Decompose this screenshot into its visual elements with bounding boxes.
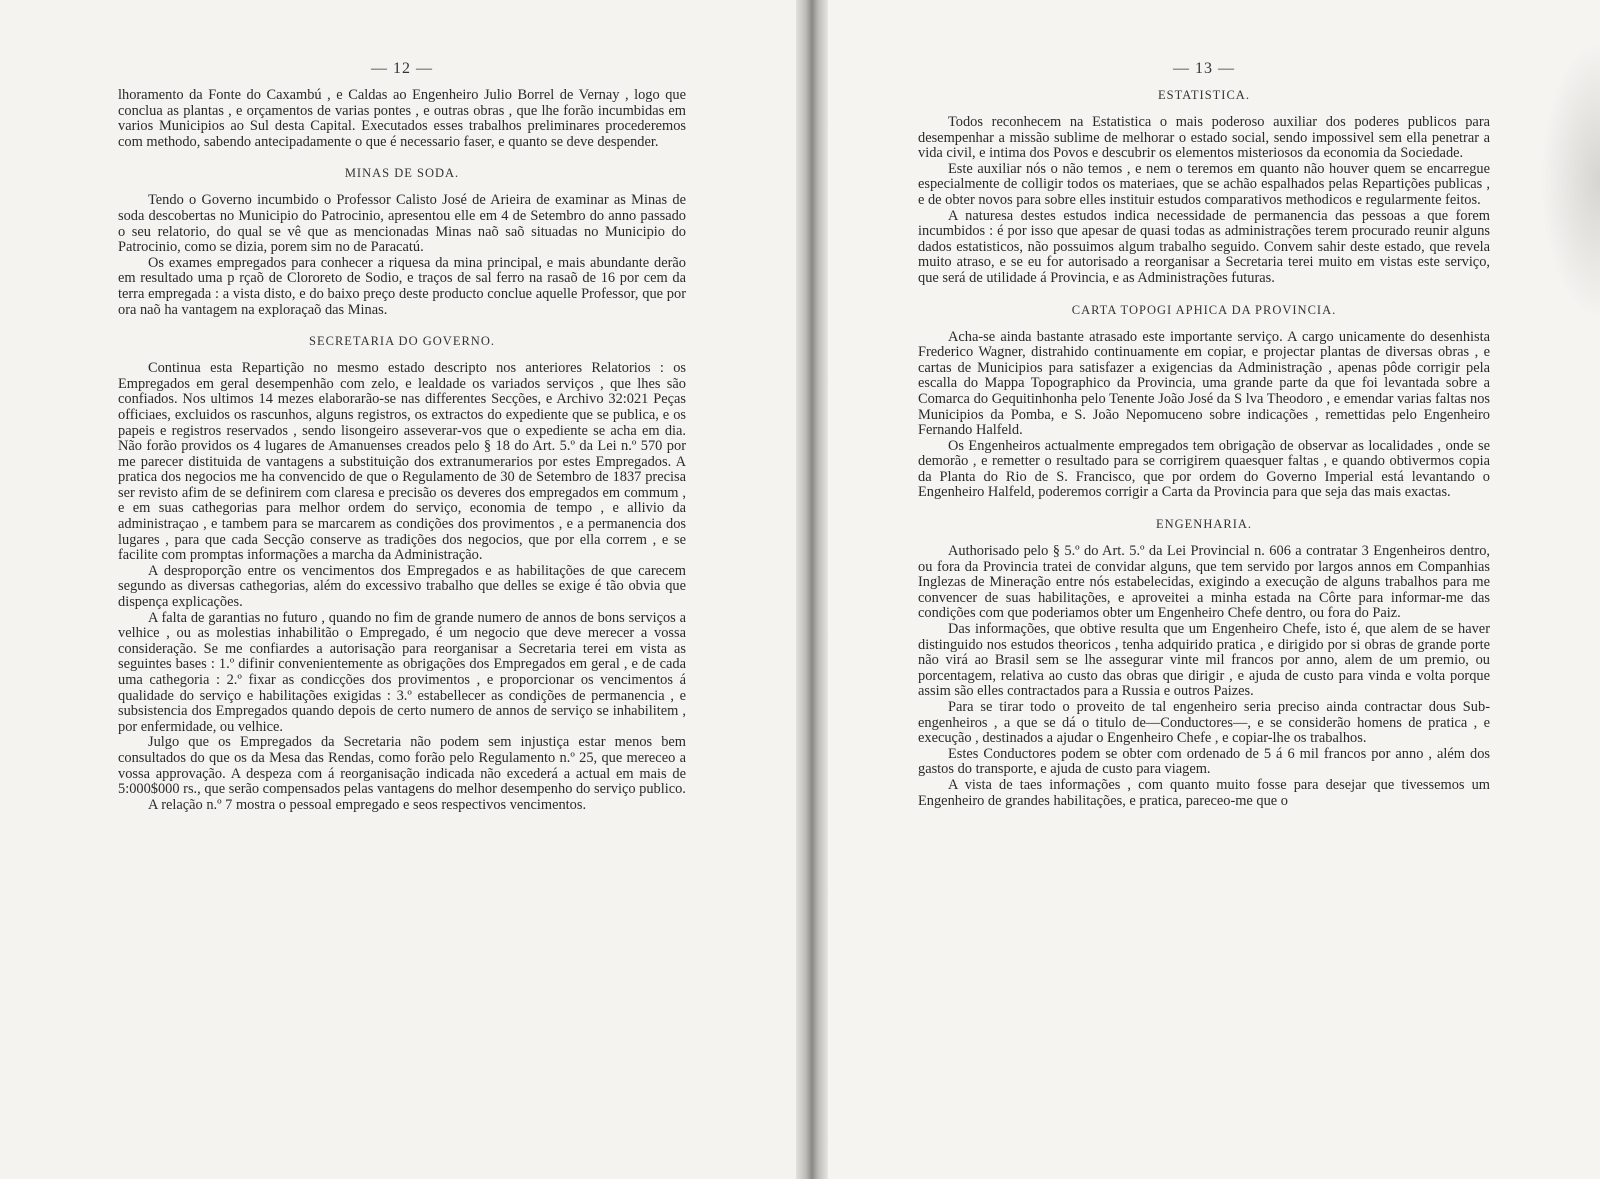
section-heading: CARTA TOPOGI APHICA DA PROVINCIA. <box>1071 302 1337 317</box>
paragraph: Para se tirar todo o proveito de tal engenheiro seria preciso ainda contractar dous Sub-engenheiros , a que se dá o titulo de—Conductores—, e se considerão homens de pratica , e execução , destinados a ajudar o Engenheiro Chefe , e copiar-lhe os trabalhos. <box>918 699 1490 747</box>
page-number: — 13 — <box>1173 60 1235 77</box>
paragraph: A falta de garantias no futuro , quando no fim de grande numero de annos de bons serviços a velhice , ou as molestias inhabilitão o Empregado, é um negocio que deve merecer a vossa consideração. Se me confiardes a autorisação para reorganisar a Secretaria terei em vista as seguintes bases : 1.º difinir convenientemente as obrigações dos Empregados em geral , e de cada uma cathegoria : 2.º fixar as condicções dos provimentos , e proporcionar os vencimentos á qualidade do serviço e habilitações exigidas : 3.º estabellecer as condições de permanencia , e subsistencia dos Empregados quando depois de certo numero de annos de serviço se inhabilitem , por enfermidade, ou velhice. <box>118 609 686 735</box>
page-body <box>918 88 1490 809</box>
paragraph: Estes Conductores podem se obter com ordenado de 5 á 6 mil francos por anno , além dos gastos do transporte, e ajuda de custo para viagem. <box>918 745 1490 778</box>
section-heading: MINAS DE SODA. <box>344 166 460 181</box>
paragraph: Julgo que os Empregados da Secretaria não podem sem injustiça estar menos bem consultados do que os da Mesa das Rendas, como forão pelo Regulamento n.º 25, que mereceo a vossa approvação. A despeza com á reorganisação indicada não excederá a actual em mais de 5:000$000 rs., que serão compensados pelas vantagens do melhor desempenho do serviço publico. <box>118 734 686 798</box>
paragraph: Os exames empregados para conhecer a riquesa da mina principal, e mais abundante derão em resultado uma p rçaõ de Clororeto de Sodio, e traços de sal ferro na rasaõ de 16 por cem da terra empregada : a vista disto, e do baixo preço deste producto conclue aquelle Professor, que por ora naõ ha vantagem na exploraçaõ das Minas. <box>118 254 686 318</box>
paragraph: Os Engenheiros actualmente empregados tem obrigação de observar as localidades , onde se demorão , e remetter o resultado para se corrigirem quaesquer faltas , e quando obtivermos copia da Planta do Rio de S. Francisco, que por ordem do Governo Imperial está levantando o Engenheiro Halfeld, poderemos corrigir a Carta da Provincia para que seja das mais exactas. <box>918 437 1490 501</box>
section-heading: SECRETARIA DO GOVERNO. <box>309 334 495 349</box>
right-page <box>828 0 1600 1179</box>
paragraph: Acha-se ainda bastante atrasado este importante serviço. A cargo unicamente do desenhista Frederico Wagner, distrahido continuamente em copiar, e projectar plantas de diversas obras , e cartas de Municipios para satisfazer a exigencias da Administração , apenas pôde corrigir pela escalla do Mappa Topographico da Provincia, uma grande parte da que foi levantada sobre a Comarca do Gequitinhonha pelo Tenente João José da S lva Theodoro , e emendar varias faltas nos Municipios da Pomba, e S. João Nepomuceno sobre indicações , remettidas pelo Engenheiro Fernando Halfeld. <box>918 328 1490 439</box>
paragraph: Tendo o Governo incumbido o Professor Calisto José de Arieira de examinar as Minas de soda descobertas no Municipio do Patrocinio, apresentou elle em 4 de Setembro do anno passado o seu relatorio, do qual se vê que as mencionadas Minas naõ saõ situadas no Municipio do Patrocinio, como se dizia, porem sim no de Paracatú. <box>118 192 686 256</box>
paragraph: Este auxiliar nós o não temos , e nem o teremos em quanto não houver quem se encarregue especialmente de colligir todos os materiaes, que se achão espalhados pelas Repartições publicas , e de obter novos para sobre elles instituir estudos comparativos methodicos e regularmente feitos. <box>918 160 1490 208</box>
paragraph: A relação n.º 7 mostra o pessoal empregado e seos respectivos vencimentos. <box>148 796 587 813</box>
paragraph: lhoramento da Fonte do Caxambú , e Caldas ao Engenheiro Julio Borrel de Vernay , logo que conclua as plantas , e orçamentos de varias pontes , e outras obras , que lhe forão incumbidas em varios Municipios ao Sul desta Capital. Executados esses trabalhos preliminares procederemos com methodo, sabendo antecipadamente o que é necessario faser, e quanto se deve despender. <box>118 87 686 150</box>
book-gutter <box>796 0 828 1179</box>
paragraph: Das informações, que obtive resulta que um Engenheiro Chefe, isto é, que alem de se haver distinguido nos estudos theoricos , tenha adquirido pratica , e dirigido por si obras de grande porte não virá ao Brasil sem se lhe assegurar vinte mil francos por anno, alem de um premio, ou porcentagem, relativa ao custo das obras que dirigir , e ajuda de custo para vinda e volta porque assim são elles contractados para a Russia e outros Paizes. <box>918 621 1490 700</box>
paragraph: A desproporção entre os vencimentos dos Empregados e as habilitações de que carecem segundo as diversas cathegorias, além do excessivo trabalho que delles se exige é tão obvia que dispença explicações. <box>118 562 686 611</box>
section-heading: ESTATISTICA. <box>1158 88 1250 102</box>
paragraph: Todos reconhecem na Estatistica o mais poderoso auxiliar dos poderes publicos para desempenhar a missão sublime de melhorar o estado social, sendo impossivel sem ella penetrar a vida civil, e intima dos Povos e descubrir os elementos misteriosos da economia da Sociedade. <box>918 114 1490 162</box>
section-heading: ENGENHARIA. <box>1155 517 1253 532</box>
paragraph: A naturesa destes estudos indica necessidade de permanencia das pessoas a que forem incumbidos : é por isso que apesar de quasi todas as administrações terem procurado reunir alguns dados estatisticos, não possuimos algum trabalho seguido. Convem sahir deste estado, que revela muito atraso, e se eu for autorisado a reorganisar a Secretaria terei muito em vistas este serviço, que será de utilidade á Provincia, e as Administrações futuras. <box>918 207 1490 286</box>
paragraph: Continua esta Repartição no mesmo estado descripto nos anteriores Relatorios : os Empregados em geral desempenhão com zelo, e lealdade os variados serviços , que lhes são confiados. Nos ultimos 14 mezes elaborarão-se nas differentes Secções, e Archivo 32:021 Peças officiaes, excluidos os rascunhos, alguns registros, os extractos do expediente que se publica, e os papeis e registros reservados , sendo lisongeiro asseverar-vos que o expediente se acha em dia. Não forão providos os 4 lugares de Amanuenses creados pelo § 18 do Art. 5.º da Lei n.º 570 por me parecer distituida de vantagens a substituição dos extranumerarios por estes Empregados. A pratica dos negocios me ha convencido de que o Regulamento de 30 de Setembro de 1837 precisa ser revisto afim de se definirem com claresa e precisão os deveres dos empregados em commum , e em suas cathegorias para melhor ordem do serviço, economia de tempo , e allivio da administraçao , e tambem para se marcarem as condições dos provimentos , e a permanencia dos lugares , para que cada Secção conserve as tradições dos negocios, que por ella correm , e se facilite com promptas informações a marcha da Administração. <box>118 360 686 564</box>
page-edge-shadow <box>1540 40 1600 320</box>
paragraph: Authorisado pelo § 5.º do Art. 5.º da Lei Provincial n. 606 a contratar 3 Engenheiros dentro, ou fora da Provincia tratei de convidar alguns, que tem servido por largos annos em Companhias Inglezas de Mineração entre nós estabelecidas, exigindo a execução de alguns trabalhos para me convencer de suas habilitações, e aproveitei a minha estada na Côrte para informar-me das condições com que poderiamos obter um Engenheiro Chefe dentro, ou fora do Paiz. <box>918 543 1490 622</box>
paragraph: A vista de taes informações , com quanto muito fosse para desejar que tivessemos um Engenheiro de grandes habilitações, e pratica, pareceo-me que o <box>918 776 1490 809</box>
left-page <box>0 0 796 1179</box>
page-number: — 12 — <box>371 60 433 77</box>
page-body <box>118 88 686 813</box>
